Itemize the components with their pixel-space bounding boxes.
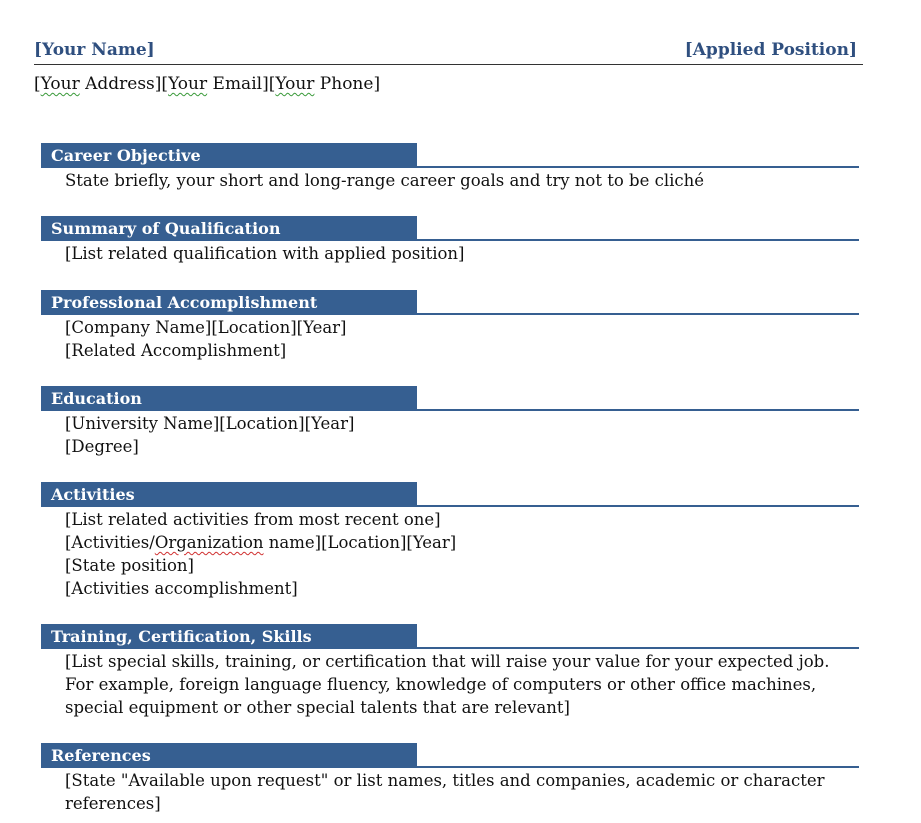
body-line: [Company Name][Location][Year] [65, 318, 347, 337]
section-header [41, 216, 859, 241]
section-title: Professional Accomplishment [41, 290, 417, 315]
body-paragraph: [List special skills, training, or certification that will raise your value for your expected job. For example, foreign language fluency, knowledge of computers or other office machines, special equipment or other special talents that are relevant] [65, 652, 830, 717]
section-body [41, 241, 859, 265]
section-career-objective [41, 143, 859, 192]
section-education [41, 386, 859, 458]
section-rule [417, 647, 859, 649]
section-rule [417, 313, 859, 315]
section-body [41, 168, 859, 192]
spelling-flagged-word: Your [168, 74, 208, 94]
section-header [41, 290, 859, 315]
section-body [41, 315, 859, 362]
section-body [41, 411, 859, 458]
body-line: [List related activities from most recent one] [65, 510, 441, 529]
body-line: [List related qualification with applied position] [65, 244, 465, 263]
section-training [41, 624, 859, 719]
spelling-flagged-word: Organization [154, 533, 264, 552]
section-body [41, 768, 859, 815]
section-rule [417, 409, 859, 411]
section-rule [417, 505, 859, 507]
section-body [41, 649, 859, 719]
section-header [41, 743, 859, 768]
body-line: [University Name][Location][Year] [65, 414, 355, 433]
applicant-name: [Your Name] [34, 40, 155, 60]
section-activities [41, 482, 859, 600]
resume-header [34, 40, 863, 65]
section-references [41, 743, 859, 815]
section-rule [417, 239, 859, 241]
body-line: [Related Accomplishment] [65, 341, 287, 360]
contact-line: [Your Address][Your Email][Your Phone] [34, 74, 381, 94]
section-header [41, 482, 859, 507]
section-header [41, 386, 859, 411]
section-title: Summary of Qualification [41, 216, 417, 241]
body-text: [Activities/ [65, 533, 155, 552]
section-title: Activities [41, 482, 417, 507]
section-header [41, 143, 859, 168]
section-header [41, 624, 859, 649]
section-title: Training, Certification, Skills [41, 624, 417, 649]
section-title: Career Objective [41, 143, 417, 168]
body-line: [State position] [65, 556, 194, 575]
body-line: [Activities accomplishment] [65, 579, 298, 598]
body-text: name][Location][Year] [263, 533, 457, 552]
section-professional [41, 290, 859, 362]
body-line: State briefly, your short and long-range career goals and try not to be cliché [65, 171, 705, 190]
section-summary [41, 216, 859, 265]
spelling-flagged-word: Your [40, 74, 80, 94]
body-line [65, 531, 859, 554]
section-body [41, 507, 859, 600]
section-title: Education [41, 386, 417, 411]
section-rule [417, 166, 859, 168]
body-paragraph: [State "Available upon request" or list names, titles and companies, academic or character references] [65, 771, 825, 813]
spelling-flagged-word: Your [275, 74, 315, 94]
section-rule [417, 766, 859, 768]
section-title: References [41, 743, 417, 768]
body-line: [Degree] [65, 437, 139, 456]
applied-position: [Applied Position] [684, 40, 857, 60]
